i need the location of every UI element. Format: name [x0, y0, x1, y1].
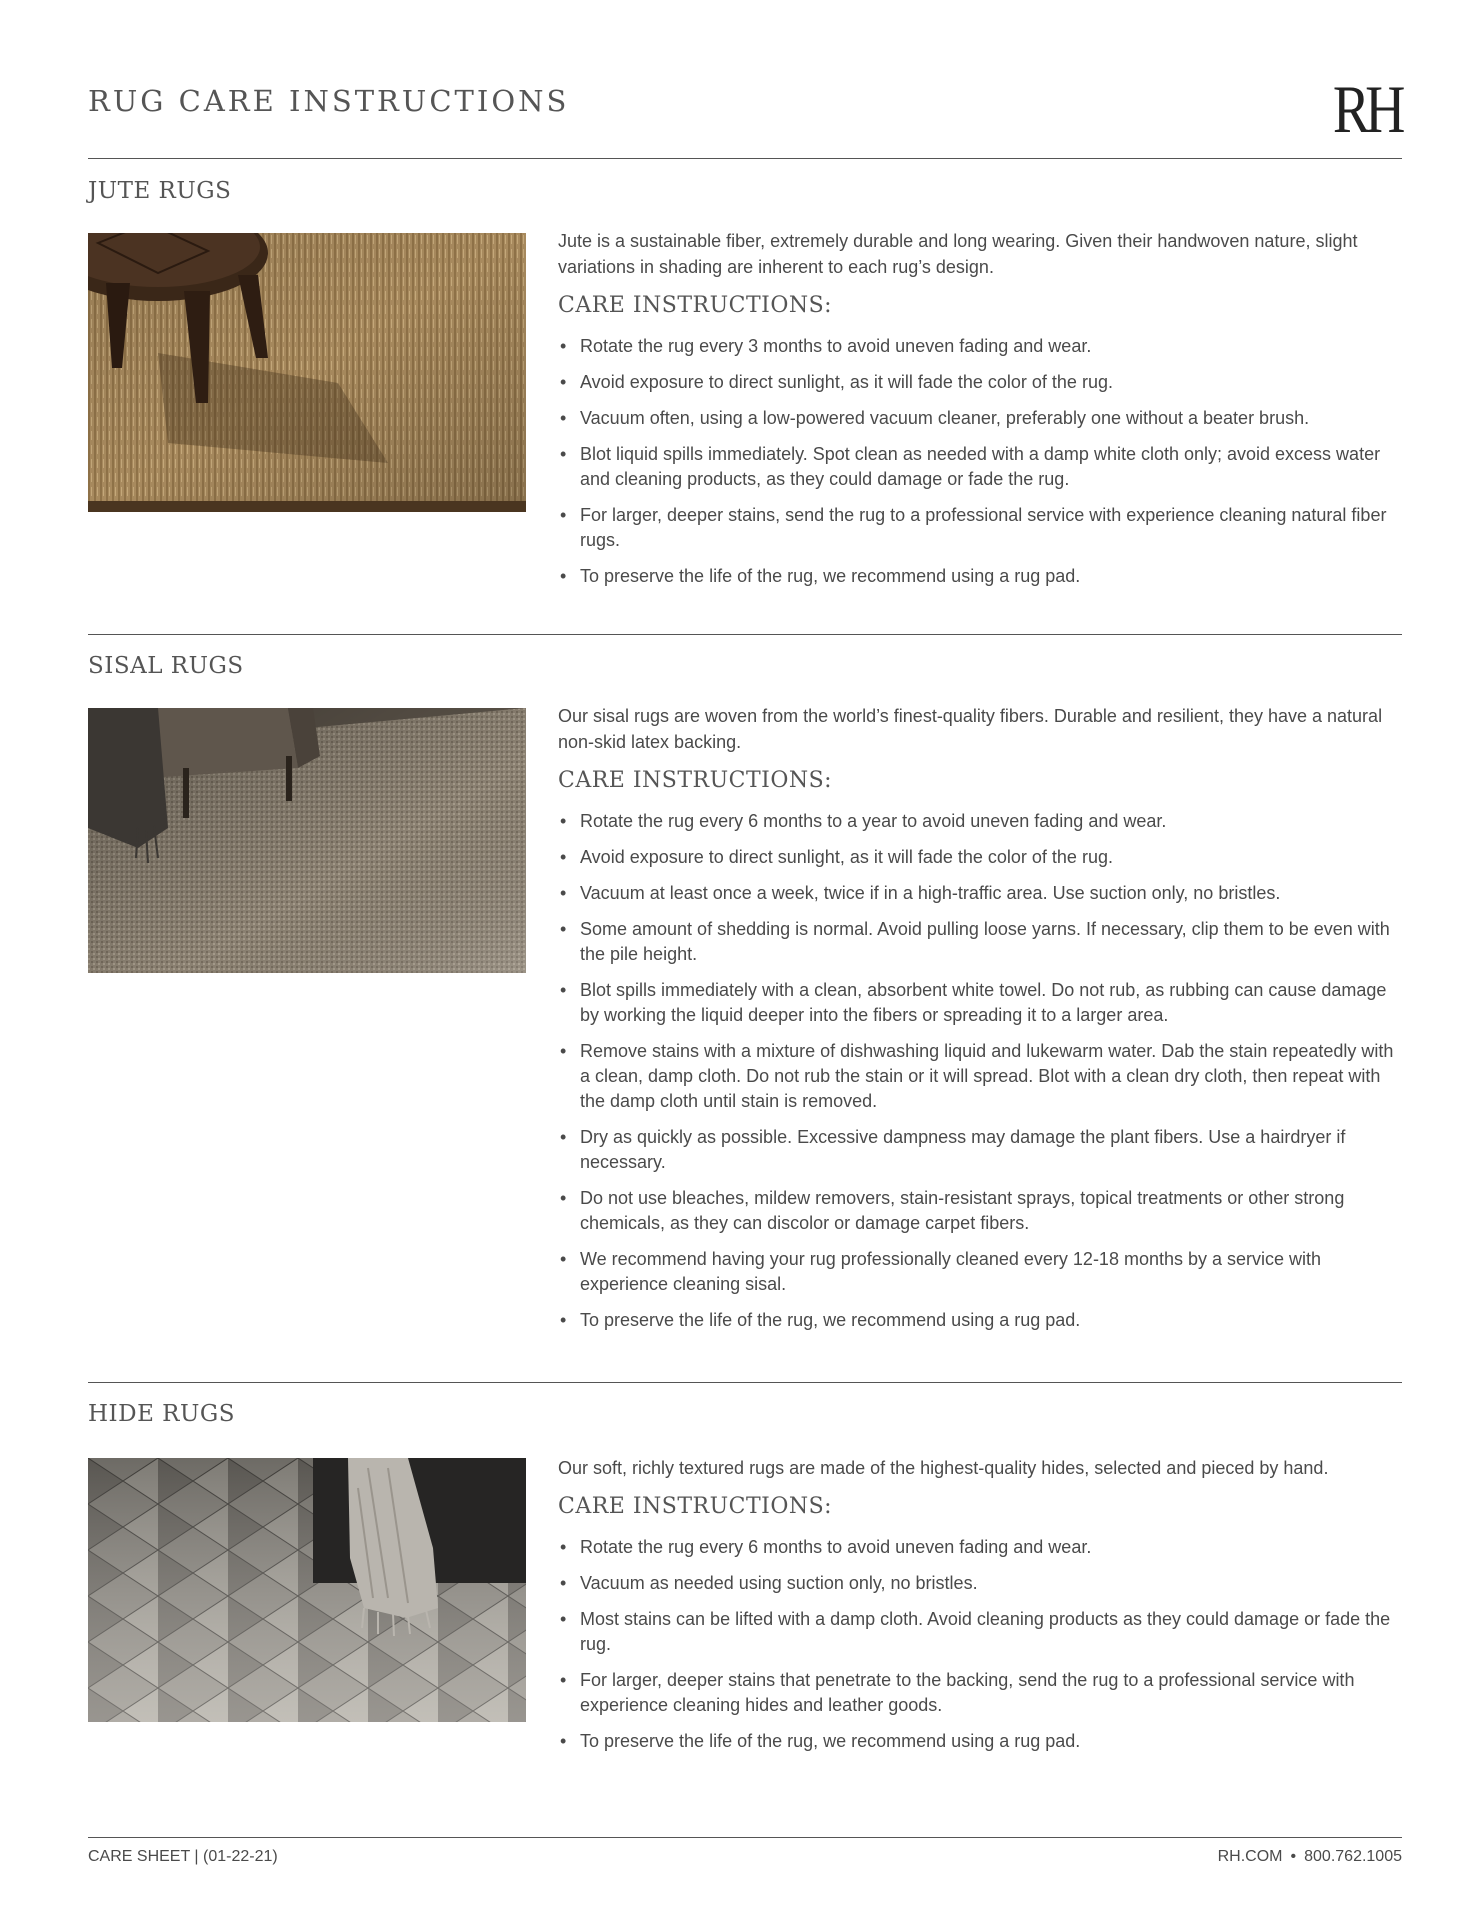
care-instructions-heading: CARE INSTRUCTIONS: [558, 768, 833, 793]
care-sheet-label: CARE SHEET | (01-22-21) [88, 1848, 278, 1865]
list-item: • To preserve the life of the rug, we recommend using a rug pad. [558, 564, 1402, 589]
list-item: • To preserve the life of the rug, we recommend using a rug pad. [558, 1308, 1402, 1333]
list-item: • Avoid exposure to direct sunlight, as it will fade the color of the rug. [558, 845, 1402, 870]
care-list [558, 334, 1402, 589]
list-item: • Vacuum at least once a week, twice if in a high-traffic area. Use suction only, no bristles. [558, 881, 1402, 906]
list-item: • Most stains can be lifted with a damp cloth. Avoid cleaning products as they could damage or fade the rug. [558, 1607, 1402, 1657]
divider [88, 1837, 1402, 1838]
divider [88, 158, 1402, 159]
list-item: • To preserve the life of the rug, we recommend using a rug pad. [558, 1729, 1402, 1754]
section-intro: Our soft, richly textured rugs are made of the highest-quality hides, selected and pieced by hand. [558, 1458, 1329, 1478]
section-title: SISAL RUGS [88, 653, 244, 679]
sisal-rug-photo [88, 708, 526, 973]
list-item: • Blot spills immediately with a clean, absorbent white towel. Do not rub, as rubbing can cause damage by working the liquid deeper into the fibers or spreading it to a larger area. [558, 978, 1402, 1028]
section-intro: Our sisal rugs are woven from the world’s finest-quality fibers. Durable and resilient, they have a natural non-skid latex backing. [558, 706, 1383, 752]
jute-care-body [558, 228, 1402, 600]
rh-logo: RH [1332, 71, 1400, 147]
section-intro: Jute is a sustainable fiber, extremely durable and long wearing. Given their handwoven nature, slight variations in shading are inherent to each rug’s design. [558, 231, 1358, 277]
list-item: • Vacuum often, using a low-powered vacuum cleaner, preferably one without a beater brush. [558, 406, 1402, 431]
list-item: • Rotate the rug every 6 months to avoid uneven fading and wear. [558, 1535, 1402, 1560]
document-header [88, 71, 1402, 158]
document-footer [88, 1848, 1402, 1872]
care-instructions-heading: CARE INSTRUCTIONS: [558, 293, 833, 318]
website-link[interactable]: RH.COM [1217, 1848, 1283, 1865]
separator-dot: • [1290, 1848, 1297, 1865]
list-item: • Rotate the rug every 6 months to a year to avoid uneven fading and wear. [558, 809, 1402, 834]
hide-rug-photo [88, 1458, 526, 1722]
divider [88, 634, 1402, 635]
hide-care-body [558, 1455, 1402, 1765]
phone-number: 800.762.1005 [1304, 1848, 1402, 1865]
list-item: • We recommend having your rug professionally cleaned every 12-18 months by a service with experience cleaning sisal. [558, 1247, 1402, 1297]
section-title: HIDE RUGS [88, 1401, 236, 1427]
list-item: • Remove stains with a mixture of dishwashing liquid and lukewarm water. Dab the stain repeatedly with a clean, damp cloth. Do not rub the stain or it will spread. Blot with a clean dry cloth, then repeat with the damp cloth until stain is removed. [558, 1039, 1402, 1114]
list-item: • Dry as quickly as possible. Excessive dampness may damage the plant fibers. Use a hairdryer if necessary. [558, 1125, 1402, 1175]
list-item: • Vacuum as needed using suction only, no bristles. [558, 1571, 1402, 1596]
care-list [558, 809, 1402, 1333]
document-title: RUG CARE INSTRUCTIONS [88, 84, 570, 118]
care-instructions-heading: CARE INSTRUCTIONS: [558, 1494, 833, 1519]
divider [88, 1382, 1402, 1383]
list-item: • Do not use bleaches, mildew removers, stain-resistant sprays, topical treatments or other strong chemicals, as they can discolor or damage carpet fibers. [558, 1186, 1402, 1236]
jute-rug-photo [88, 233, 526, 512]
list-item: • For larger, deeper stains, send the rug to a professional service with experience cleaning natural fiber rugs. [558, 503, 1402, 553]
sisal-care-body [558, 703, 1402, 1344]
list-item: • Some amount of shedding is normal. Avoid pulling loose yarns. If necessary, clip them to be even with the pile height. [558, 917, 1402, 967]
contact-info [1218, 1848, 1402, 1866]
care-list [558, 1535, 1402, 1754]
list-item: • Rotate the rug every 3 months to avoid uneven fading and wear. [558, 334, 1402, 359]
list-item: • For larger, deeper stains that penetrate to the backing, send the rug to a professional service with experience cleaning hides and leather goods. [558, 1668, 1402, 1718]
care-sheet-page [88, 0, 1402, 1920]
list-item: • Avoid exposure to direct sunlight, as it will fade the color of the rug. [558, 370, 1402, 395]
section-title: JUTE RUGS [88, 178, 232, 204]
list-item: • Blot liquid spills immediately. Spot clean as needed with a damp white cloth only; avoid excess water and cleaning products, as they could damage or fade the rug. [558, 442, 1402, 492]
